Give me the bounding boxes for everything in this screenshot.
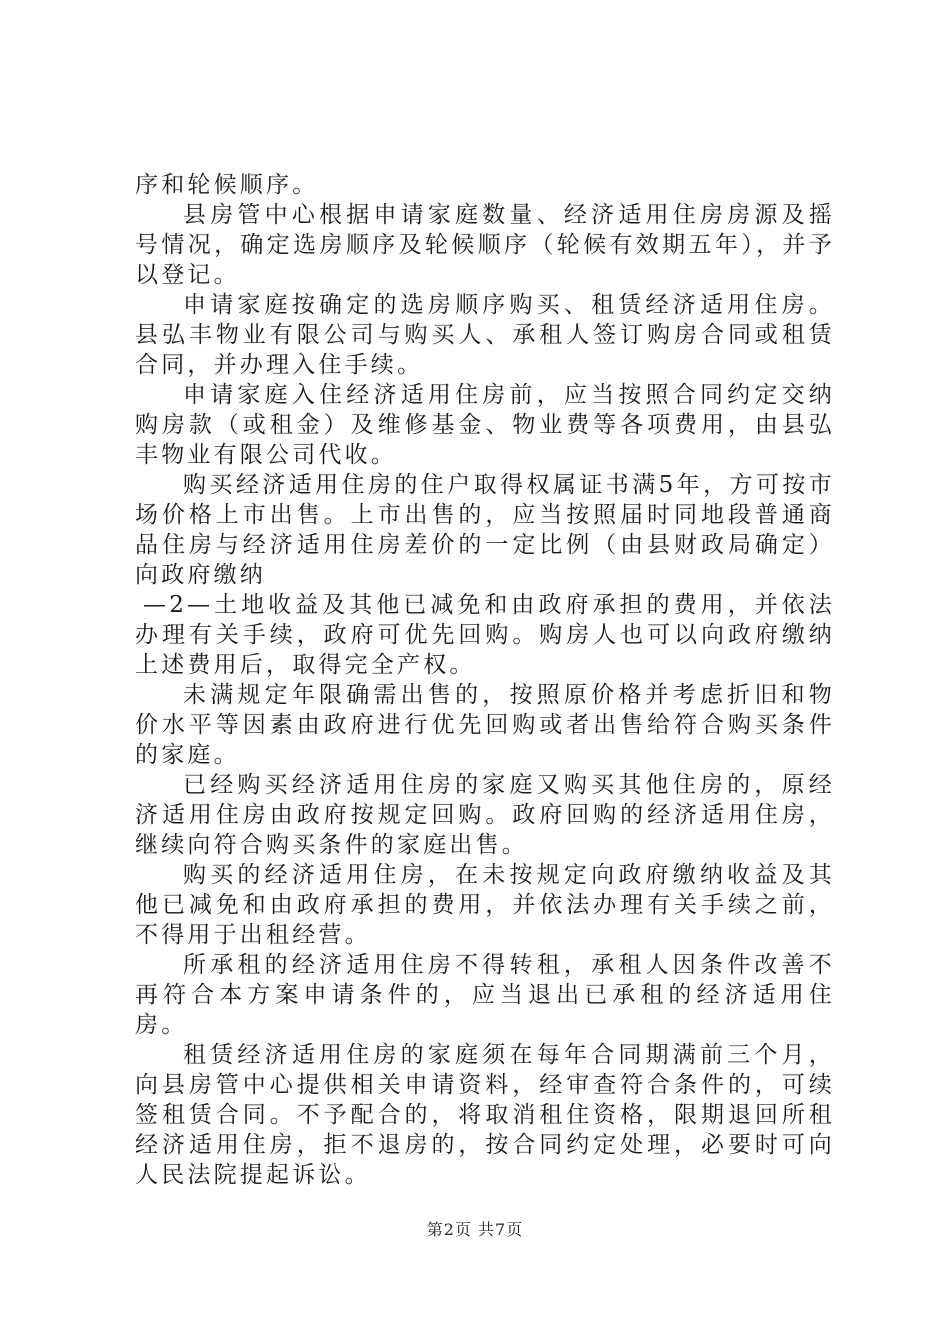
- document-body: [135, 170, 835, 1190]
- page-footer: 第2页 共7页: [426, 1220, 524, 1239]
- paragraph-9: 购买的经济适用住房，在未按规定向政府缴纳收益及其他已减免和由政府承担的费用，并依法办理有关手续之前，不得用于出租经营。: [135, 862, 835, 948]
- paragraph-8: 已经购买经济适用住房的家庭又购买其他住房的，原经济适用住房由政府按规定回购。政府回购的经济适用住房，继续向符合购买条件的家庭出售。: [135, 772, 835, 858]
- paragraph-3: 申请家庭按确定的选房顺序购买、租赁经济适用住房。县弘丰物业有限公司与购买人、承租人签订购房合同或租赁合同，并办理入住手续。: [135, 292, 835, 378]
- paragraph-10: 所承租的经济适用住房不得转租，承租人因条件改善不再符合本方案申请条件的，应当退出已承租的经济适用住房。: [135, 952, 835, 1038]
- paragraph-1: 序和轮候顺序。: [135, 172, 319, 198]
- paragraph-2: 县房管中心根据申请家庭数量、经济适用住房房源及摇号情况，确定选房顺序及轮候顺序（轮候有效期五年），并予以登记。: [135, 202, 835, 288]
- paragraph-11: 租赁经济适用住房的家庭须在每年合同期满前三个月，向县房管中心提供相关申请资料，经审查符合条件的，可续签租赁合同。不予配合的，将取消租住资格，限期退回所租经济适用住房，拒不退房的，按合同约定处理，必要时可向人民法院提起诉讼。: [135, 1042, 835, 1188]
- paragraph-5: 购买经济适用住房的住户取得权属证书满5年，方可按市场价格上市出售。上市出售的，应当按照届时同地段普通商品住房与经济适用住房差价的一定比例（由县财政局确定）向政府缴纳: [135, 472, 835, 588]
- paragraph-7: 未满规定年限确需出售的，按照原价格并考虑折旧和物价水平等因素由政府进行优先回购或者出售给符合购买条件的家庭。: [135, 682, 835, 768]
- paragraph-4: 申请家庭入住经济适用住房前，应当按照合同约定交纳购房款（或租金）及维修基金、物业费等各项费用，由县弘丰物业有限公司代收。: [135, 382, 835, 468]
- paragraph-6: —2—土地收益及其他已减免和由政府承担的费用，并依法办理有关手续，政府可优先回购。购房人也可以向政府缴纳上述费用后，取得完全产权。: [135, 592, 835, 678]
